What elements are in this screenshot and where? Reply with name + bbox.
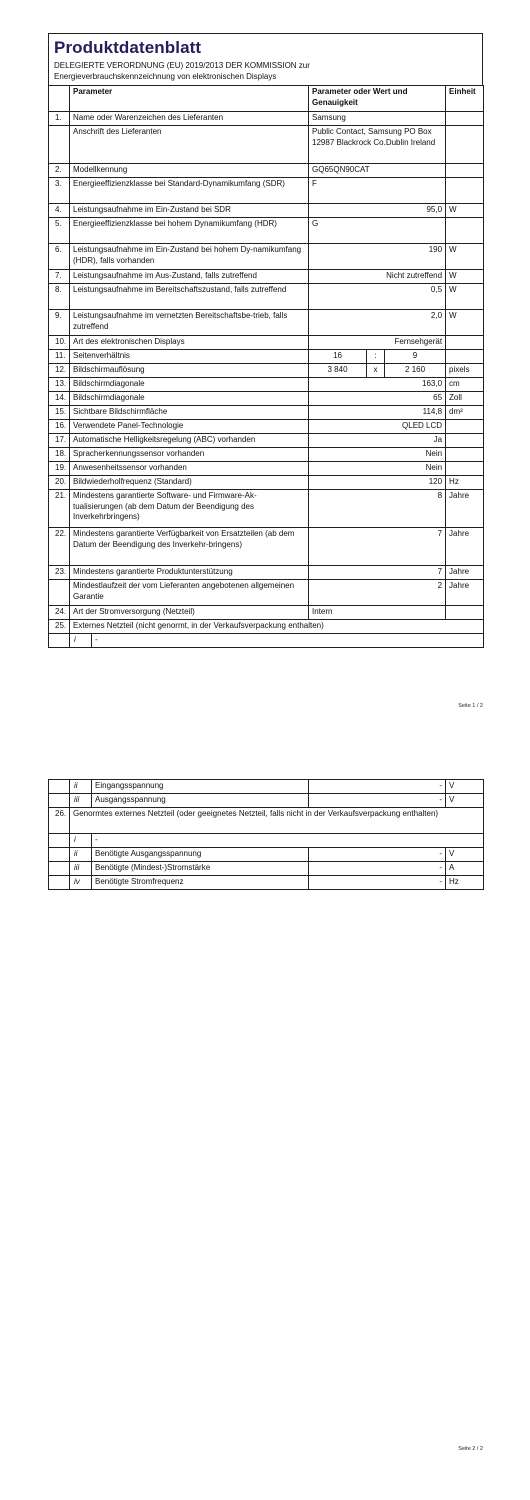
row-value: - bbox=[309, 848, 446, 862]
row-unit bbox=[446, 112, 484, 126]
table-row bbox=[49, 794, 484, 808]
table-row bbox=[49, 848, 484, 862]
row-parameter: Energieeffizienzklasse bei hohem Dynamikumfang (HDR) bbox=[70, 218, 309, 244]
header-num-cell bbox=[49, 86, 70, 112]
table-row bbox=[49, 392, 484, 406]
row-number bbox=[49, 126, 70, 164]
table-row bbox=[49, 310, 484, 336]
row-parameter: Mindestlaufzeit der vom Lieferanten angebotenen allgemeinen Garantie bbox=[70, 580, 309, 606]
row-parameter: Bildschirmdiagonale bbox=[70, 378, 309, 392]
table-row bbox=[49, 336, 484, 350]
row-number: 16. bbox=[49, 420, 70, 434]
table-row bbox=[49, 350, 484, 364]
table-header-row bbox=[49, 86, 484, 112]
value-separator: : bbox=[367, 350, 385, 364]
row-parameter: Mindestens garantierte Produktunterstützung bbox=[70, 566, 309, 580]
value-separator: x bbox=[367, 364, 385, 378]
row-parameter: Art der Stromversorgung (Netzteil) bbox=[70, 606, 309, 620]
row-parameter: Name oder Warenzeichen des Lieferanten bbox=[70, 112, 309, 126]
row-parameter: Energieeffizienzklasse bei Standard-Dynamikumfang (SDR) bbox=[70, 178, 309, 204]
table-row bbox=[49, 244, 484, 270]
regulation-line-2: Energieverbrauchskennzeichnung von elektronischen Displays bbox=[54, 72, 277, 81]
row-parameter: Anwesenheitssensor vorhanden bbox=[70, 462, 309, 476]
sub-index: iii bbox=[70, 794, 92, 808]
row-unit: Jahre bbox=[446, 566, 484, 580]
empty-cell bbox=[49, 634, 70, 648]
table-row bbox=[49, 620, 484, 634]
table-row bbox=[49, 862, 484, 876]
row-number: 7. bbox=[49, 270, 70, 284]
row-unit: Jahre bbox=[446, 580, 484, 606]
row-number bbox=[49, 580, 70, 606]
row-unit bbox=[446, 606, 484, 620]
row-number: 6. bbox=[49, 244, 70, 270]
row-unit: Hz bbox=[446, 476, 484, 490]
row-unit bbox=[446, 336, 484, 350]
row-number: 22. bbox=[49, 528, 70, 566]
sub-index: iii bbox=[70, 862, 92, 876]
row-number: 13. bbox=[49, 378, 70, 392]
row-unit: W bbox=[446, 244, 484, 270]
row-unit bbox=[446, 448, 484, 462]
page-footer: Seite 1 / 2 bbox=[458, 703, 483, 709]
row-parameter: Modellkennung bbox=[70, 164, 309, 178]
table-row bbox=[49, 606, 484, 620]
row-unit: W bbox=[446, 284, 484, 310]
row-value: Fernsehgerät bbox=[309, 336, 446, 350]
row-value: 65 bbox=[309, 392, 446, 406]
empty-cell bbox=[49, 862, 70, 876]
row-unit: Hz bbox=[446, 876, 484, 890]
row-value: Nein bbox=[309, 462, 446, 476]
row-number: 14. bbox=[49, 392, 70, 406]
row-value: - bbox=[309, 876, 446, 890]
row-unit bbox=[446, 126, 484, 164]
row-value: - bbox=[309, 862, 446, 876]
row-value: - bbox=[309, 780, 446, 794]
row-value: 2,0 bbox=[309, 310, 446, 336]
row-parameter: Genormtes externes Netzteil (oder geeignetes Netzteil, falls nicht in der Verkaufsverpackung enthalten) bbox=[70, 808, 484, 834]
row-parameter: Mindestens garantierte Verfügbarkeit von Ersatzteilen (ab dem Datum der Beendigung des Inverkehr-bringens) bbox=[70, 528, 309, 566]
value-second: 2 160 bbox=[385, 364, 446, 378]
row-number: 12. bbox=[49, 364, 70, 378]
row-parameter: Automatische Helligkeitsregelung (ABC) vorhanden bbox=[70, 434, 309, 448]
row-number: 9. bbox=[49, 310, 70, 336]
sub-index: ii bbox=[70, 780, 92, 794]
row-unit bbox=[446, 462, 484, 476]
empty-cell bbox=[49, 876, 70, 890]
table-row bbox=[49, 126, 484, 164]
row-parameter: Leistungsaufnahme im Ein-Zustand bei hohem Dy-namikumfang (HDR), falls vorhanden bbox=[70, 244, 309, 270]
table-row bbox=[49, 528, 484, 566]
table-row bbox=[49, 270, 484, 284]
page-title: Produktdatenblatt bbox=[54, 38, 202, 57]
table-row bbox=[49, 580, 484, 606]
empty-cell bbox=[49, 848, 70, 862]
table-row bbox=[49, 178, 484, 204]
row-number: 26. bbox=[49, 808, 70, 834]
row-parameter: Leistungsaufnahme im Bereitschaftszustand, falls zutreffend bbox=[70, 284, 309, 310]
row-unit: pixels bbox=[446, 364, 484, 378]
table-row bbox=[49, 204, 484, 218]
row-value: Samsung bbox=[309, 112, 446, 126]
row-value: Ja bbox=[309, 434, 446, 448]
row-parameter: Sichtbare Bildschirmfläche bbox=[70, 406, 309, 420]
table-row bbox=[49, 780, 484, 794]
header-value: Parameter oder Wert und Genauigkeit bbox=[309, 86, 446, 112]
row-number: 2. bbox=[49, 164, 70, 178]
row-value: 7 bbox=[309, 528, 446, 566]
value-first: 3 840 bbox=[309, 364, 367, 378]
product-data-table bbox=[48, 85, 484, 648]
row-parameter: Spracherkennungssensor vorhanden bbox=[70, 448, 309, 462]
row-number: 1. bbox=[49, 112, 70, 126]
row-unit: Jahre bbox=[446, 490, 484, 528]
row-value: 163,0 bbox=[309, 378, 446, 392]
table-row bbox=[49, 566, 484, 580]
table-row bbox=[49, 634, 484, 648]
title-block bbox=[48, 33, 483, 85]
row-unit: W bbox=[446, 310, 484, 336]
row-unit: V bbox=[446, 780, 484, 794]
table-row bbox=[49, 378, 484, 392]
table-row bbox=[49, 876, 484, 890]
sub-index: i bbox=[70, 634, 92, 648]
row-unit bbox=[446, 164, 484, 178]
regulation-line-1: DELEGIERTE VERORDNUNG (EU) 2019/2013 DER KOMMISSION zur bbox=[54, 61, 310, 70]
row-number: 3. bbox=[49, 178, 70, 204]
row-parameter: Leistungsaufnahme im Ein-Zustand bei SDR bbox=[70, 204, 309, 218]
table-row bbox=[49, 476, 484, 490]
row-number: 18. bbox=[49, 448, 70, 462]
row-parameter: Externes Netzteil (nicht genormt, in der Verkaufsverpackung enthalten) bbox=[70, 620, 484, 634]
table-row bbox=[49, 448, 484, 462]
row-value: 114,8 bbox=[309, 406, 446, 420]
row-number: 21. bbox=[49, 490, 70, 528]
table-row bbox=[49, 406, 484, 420]
value-first: 16 bbox=[309, 350, 367, 364]
row-parameter: Bildschirmauflösung bbox=[70, 364, 309, 378]
row-parameter: Leistungsaufnahme im Aus-Zustand, falls zutreffend bbox=[70, 270, 309, 284]
row-value: Intern bbox=[309, 606, 446, 620]
row-unit: cm bbox=[446, 378, 484, 392]
row-parameter: Mindestens garantierte Software- und Firmware-Ak-tualisierungen (ab dem Datum der Beendigung des Inverkehrbringens) bbox=[70, 490, 309, 528]
row-parameter: Eingangsspannung bbox=[92, 780, 309, 794]
table-row bbox=[49, 834, 484, 848]
row-parameter: Benötigte (Mindest-)Stromstärke bbox=[92, 862, 309, 876]
row-parameter: Seitenverhältnis bbox=[70, 350, 309, 364]
datasheet-page-1 bbox=[48, 33, 483, 709]
empty-cell bbox=[49, 834, 70, 848]
sub-index: iv bbox=[70, 876, 92, 890]
empty-cell bbox=[49, 794, 70, 808]
header-unit: Einheit bbox=[446, 86, 484, 112]
row-value: 7 bbox=[309, 566, 446, 580]
row-value: Public Contact, Samsung PO Box 12987 Blackrock Co.Dublin Ireland bbox=[309, 126, 446, 164]
row-unit: W bbox=[446, 204, 484, 218]
table-row bbox=[49, 164, 484, 178]
sub-index: i bbox=[70, 834, 92, 848]
table-row bbox=[49, 490, 484, 528]
row-parameter: Benötigte Ausgangsspannung bbox=[92, 848, 309, 862]
row-number: 15. bbox=[49, 406, 70, 420]
row-value: 0,5 bbox=[309, 284, 446, 310]
row-parameter: Bildschirmdiagonale bbox=[70, 392, 309, 406]
row-number: 24. bbox=[49, 606, 70, 620]
row-value: 2 bbox=[309, 580, 446, 606]
row-unit bbox=[446, 218, 484, 244]
value-second: 9 bbox=[385, 350, 446, 364]
row-number: 20. bbox=[49, 476, 70, 490]
row-value: GQ65QN90CAT bbox=[309, 164, 446, 178]
row-value: Nein bbox=[309, 448, 446, 462]
sub-index: ii bbox=[70, 848, 92, 862]
row-unit bbox=[446, 420, 484, 434]
row-value: G bbox=[309, 218, 446, 244]
row-value: 120 bbox=[309, 476, 446, 490]
row-parameter: Verwendete Panel-Technologie bbox=[70, 420, 309, 434]
row-number: 4. bbox=[49, 204, 70, 218]
table-row bbox=[49, 284, 484, 310]
row-value: - bbox=[309, 794, 446, 808]
sub-value: - bbox=[92, 834, 484, 848]
row-unit: V bbox=[446, 848, 484, 862]
row-number: 23. bbox=[49, 566, 70, 580]
row-number: 8. bbox=[49, 284, 70, 310]
row-unit bbox=[446, 178, 484, 204]
table-row bbox=[49, 420, 484, 434]
table-row bbox=[49, 462, 484, 476]
row-value: 8 bbox=[309, 490, 446, 528]
row-value: 95,0 bbox=[309, 204, 446, 218]
row-parameter: Ausgangsspannung bbox=[92, 794, 309, 808]
row-number: 5. bbox=[49, 218, 70, 244]
empty-cell bbox=[49, 780, 70, 794]
row-number: 17. bbox=[49, 434, 70, 448]
row-unit bbox=[446, 350, 484, 364]
datasheet-page-2 bbox=[48, 779, 483, 1452]
header-parameter: Parameter bbox=[70, 86, 309, 112]
row-number: 19. bbox=[49, 462, 70, 476]
row-unit: V bbox=[446, 794, 484, 808]
row-unit bbox=[446, 434, 484, 448]
table-row bbox=[49, 364, 484, 378]
row-parameter: Bildwiederholfrequenz (Standard) bbox=[70, 476, 309, 490]
row-unit: W bbox=[446, 270, 484, 284]
product-data-table-continued bbox=[48, 779, 484, 890]
row-unit: Jahre bbox=[446, 528, 484, 566]
table-row bbox=[49, 112, 484, 126]
row-parameter: Art des elektronischen Displays bbox=[70, 336, 309, 350]
row-value: 190 bbox=[309, 244, 446, 270]
table-row bbox=[49, 434, 484, 448]
row-unit: dm² bbox=[446, 406, 484, 420]
row-value: Nicht zutreffend bbox=[309, 270, 446, 284]
row-number: 25. bbox=[49, 620, 70, 634]
row-number: 10. bbox=[49, 336, 70, 350]
row-parameter: Anschrift des Lieferanten bbox=[70, 126, 309, 164]
row-value: QLED LCD bbox=[309, 420, 446, 434]
row-parameter: Leistungsaufnahme im vernetzten Bereitschaftsbe-trieb, falls zutreffend bbox=[70, 310, 309, 336]
row-unit: Zoll bbox=[446, 392, 484, 406]
page-footer: Seite 2 / 2 bbox=[458, 1446, 483, 1452]
table-row bbox=[49, 218, 484, 244]
sub-value: - bbox=[92, 634, 484, 648]
row-value: F bbox=[309, 178, 446, 204]
row-unit: A bbox=[446, 862, 484, 876]
row-parameter: Benötigte Stromfrequenz bbox=[92, 876, 309, 890]
row-number: 11. bbox=[49, 350, 70, 364]
table-row bbox=[49, 808, 484, 834]
